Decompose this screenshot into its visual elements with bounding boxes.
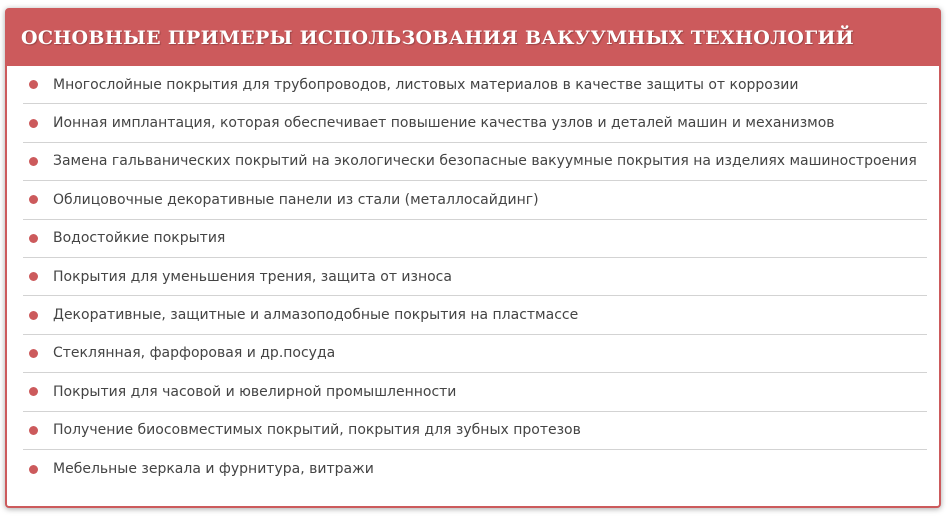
bullet-dot-icon [29, 311, 38, 320]
list-item-text: Стеклянная, фарфоровая и др.посуда [53, 345, 336, 362]
bullet-dot-icon [29, 272, 38, 281]
list-item [23, 143, 927, 181]
list-item-text: Многослойные покрытия для трубопроводов, листовых материалов в качестве защиты от коррозии [53, 76, 799, 93]
list-item [23, 220, 927, 258]
list-item [23, 296, 927, 334]
bullet-dot-icon [29, 119, 38, 128]
bullet-dot-icon [29, 465, 38, 474]
technologies-panel [5, 8, 941, 508]
list-item [23, 450, 927, 488]
bullet-dot-icon [29, 349, 38, 358]
list-item-text: Ионная имплантация, которая обеспечивает повышение качества узлов и деталей машин и механизмов [53, 115, 835, 132]
list-item [23, 66, 927, 104]
list-item-text: Покрытия для уменьшения трения, защита от износа [53, 268, 452, 285]
bullet-dot-icon [29, 234, 38, 243]
bullet-dot-icon [29, 387, 38, 396]
list-item-text: Декоративные, защитные и алмазоподобные покрытия на пластмассе [53, 307, 579, 324]
panel-header [7, 10, 939, 66]
examples-list [7, 66, 939, 488]
list-item [23, 258, 927, 296]
bullet-dot-icon [29, 426, 38, 435]
list-item [23, 104, 927, 142]
list-item-text: Замена гальванических покрытий на экологически безопасные вакуумные покрытия на изделиях машиностроения [53, 153, 917, 170]
list-item [23, 373, 927, 411]
bullet-dot-icon [29, 157, 38, 166]
panel-title: ОСНОВНЫЕ ПРИМЕРЫ ИСПОЛЬЗОВАНИЯ ВАКУУМНЫХ ТЕХНОЛОГИЙ [21, 27, 855, 49]
list-item-text: Покрытия для часовой и ювелирной промышленности [53, 383, 457, 400]
bullet-dot-icon [29, 80, 38, 89]
list-item [23, 335, 927, 373]
list-item [23, 181, 927, 219]
list-item-text: Получение биосовместимых покрытий, покрытия для зубных протезов [53, 422, 581, 439]
list-item-text: Облицовочные декоративные панели из стали (металлосайдинг) [53, 191, 539, 208]
list-item [23, 412, 927, 450]
list-item-text: Мебельные зеркала и фурнитура, витражи [53, 461, 374, 478]
bullet-dot-icon [29, 195, 38, 204]
list-item-text: Водостойкие покрытия [53, 230, 226, 247]
